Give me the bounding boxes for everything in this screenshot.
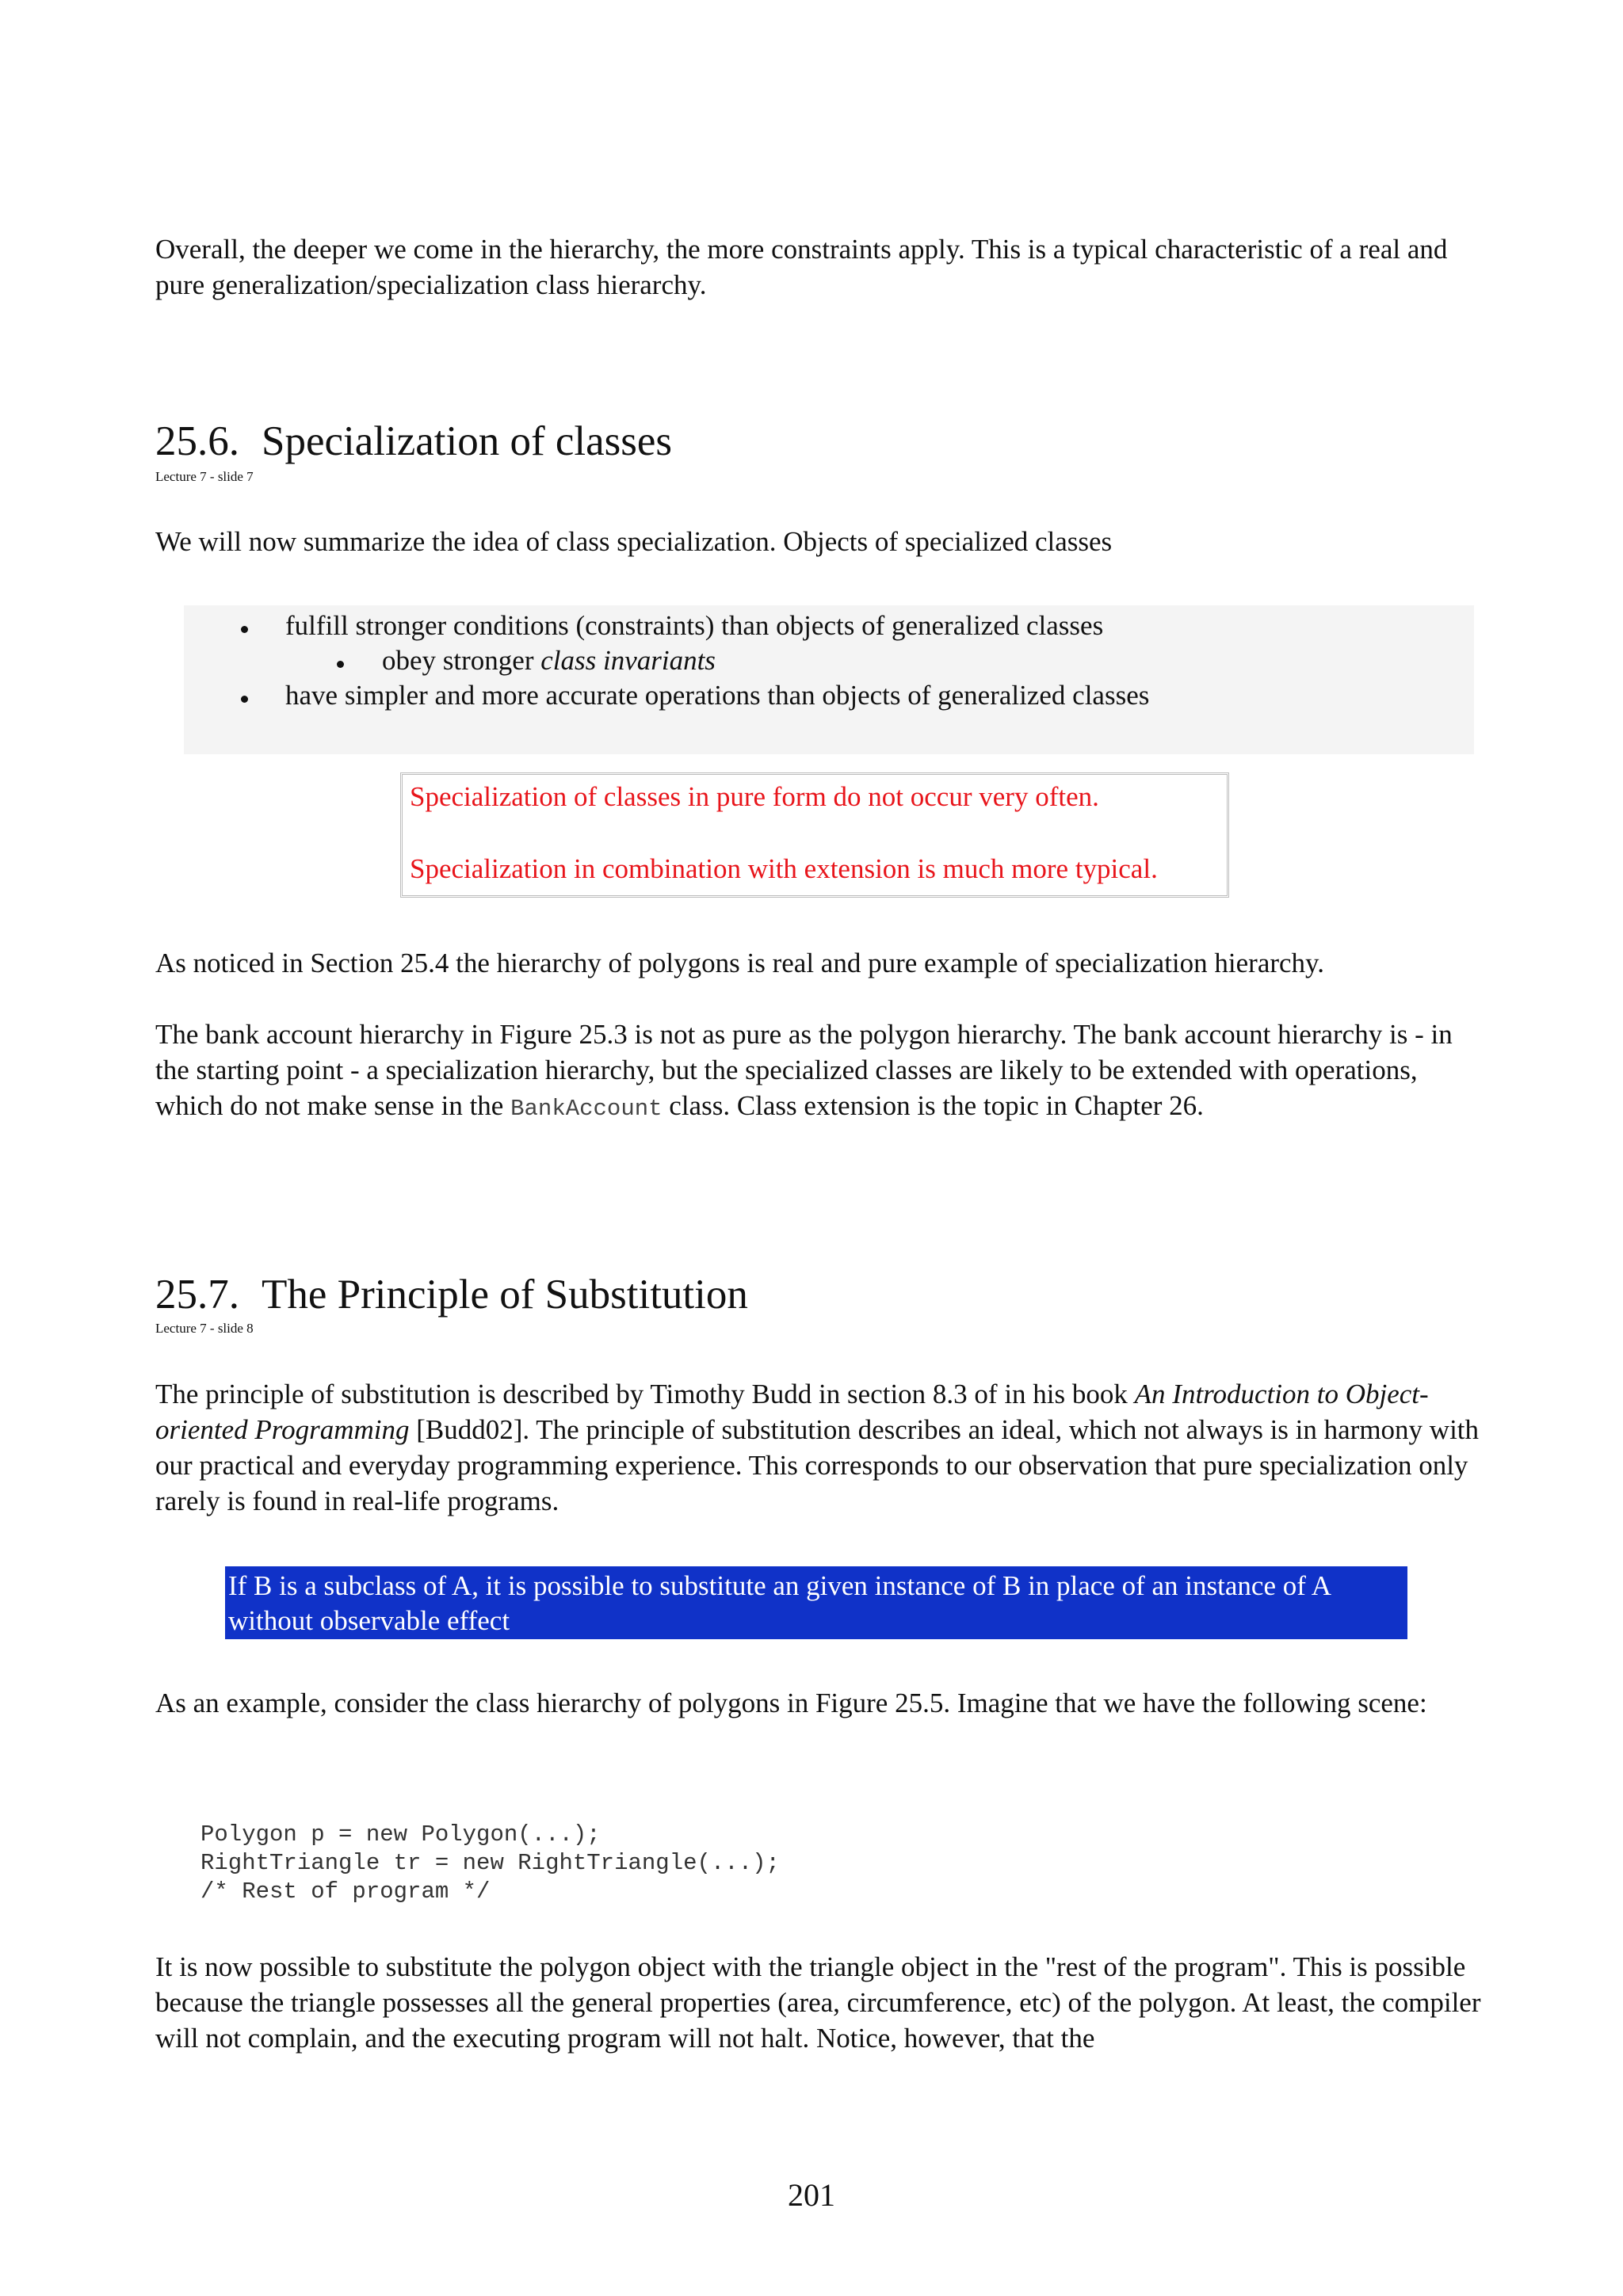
substitution-paragraph: It is now possible to substitute the polygon object with the triangle object in the "rest of the program". This is possible because the triangle possesses all the general properties (area, circumference, etc) of the polygon. At least, the compiler will not complain, and the executing program will not halt. Notice, however, that the (155, 1951, 1481, 2054)
specialization-bullet-list (184, 605, 1474, 754)
paragraph-text: The principle of substitution is described by Timothy Budd in section 8.3 of in his book (155, 1379, 1135, 1409)
code-block: Polygon p = new Polygon(...); RightTriangle tr = new RightTriangle(...); /* Rest of program */ (200, 1821, 780, 1905)
bullet-item: have simpler and more accurate operations than objects of generalized classes (285, 680, 1150, 711)
paragraph-text: [Budd02]. The principle of substitution describes an ideal, which not always is in harmony with our practical and everyday programming experience. This corresponds to our observation that pure specialization only rarely is found in real-life programs. (155, 1414, 1480, 1516)
note-line: Specialization of classes in pure form do not occur very often. (410, 781, 1099, 812)
bullet-icon (241, 696, 248, 703)
note-line: Specialization in combination with extension is much more typical. (410, 853, 1158, 884)
section-number: 25.7. (155, 1272, 239, 1318)
bullet-item: fulfill stronger conditions (constraints) than objects of generalized classes (285, 610, 1104, 641)
note-box (400, 772, 1229, 898)
section-25-7-heading (155, 1271, 748, 1318)
slide-reference: Lecture 7 - slide 7 (155, 469, 254, 484)
section-number: 25.6. (155, 418, 239, 464)
section-25-6-heading (155, 418, 672, 465)
sub-bullet-item (382, 643, 716, 678)
paragraph-text: The bank account hierarchy in Figure 25.3 is not as pure as the polygon hierarchy. The bank account hierarchy is - in the starting point - a specialization hierarchy, but the specialized classes are likely to be extended with operations, which do not make sense in the (155, 1019, 1453, 1121)
paragraph-text: class. Class extension is the topic in Chapter 26. (662, 1090, 1204, 1121)
bank-account-paragraph (155, 1016, 1487, 1127)
specialization-lead: We will now summarize the idea of class specialization. Objects of specialized classes (155, 526, 1113, 557)
bullet-icon (241, 626, 248, 633)
section-title: The Principle of Substitution (262, 1272, 748, 1318)
section-title: Specialization of classes (262, 418, 673, 464)
sub-bullet-text: obey stronger (382, 645, 541, 676)
intro-paragraph: Overall, the deeper we come in the hierarchy, the more constraints apply. This is a typical characteristic of a real and pure generalization/specialization class hierarchy. (155, 234, 1448, 300)
principle-box: If B is a subclass of A, it is possible to substitute an given instance of B in place of an instance of A without observable effect (225, 1566, 1407, 1639)
sub-bullet-emphasis: class invariants (540, 645, 716, 676)
example-paragraph: As an example, consider the class hierarchy of polygons in Figure 25.5. Imagine that we have the following scene: (155, 1688, 1427, 1718)
page-number: 201 (788, 2177, 835, 2213)
substitution-intro-paragraph (155, 1376, 1487, 1519)
book-title: An Introduction to Object-oriented Programming (155, 1379, 1429, 1445)
bullet-icon (337, 661, 344, 668)
polygon-paragraph: As noticed in Section 25.4 the hierarchy of polygons is real and pure example of specialization hierarchy. (155, 948, 1325, 978)
slide-reference: Lecture 7 - slide 8 (155, 1321, 254, 1336)
inline-code: BankAccount (510, 1096, 663, 1122)
